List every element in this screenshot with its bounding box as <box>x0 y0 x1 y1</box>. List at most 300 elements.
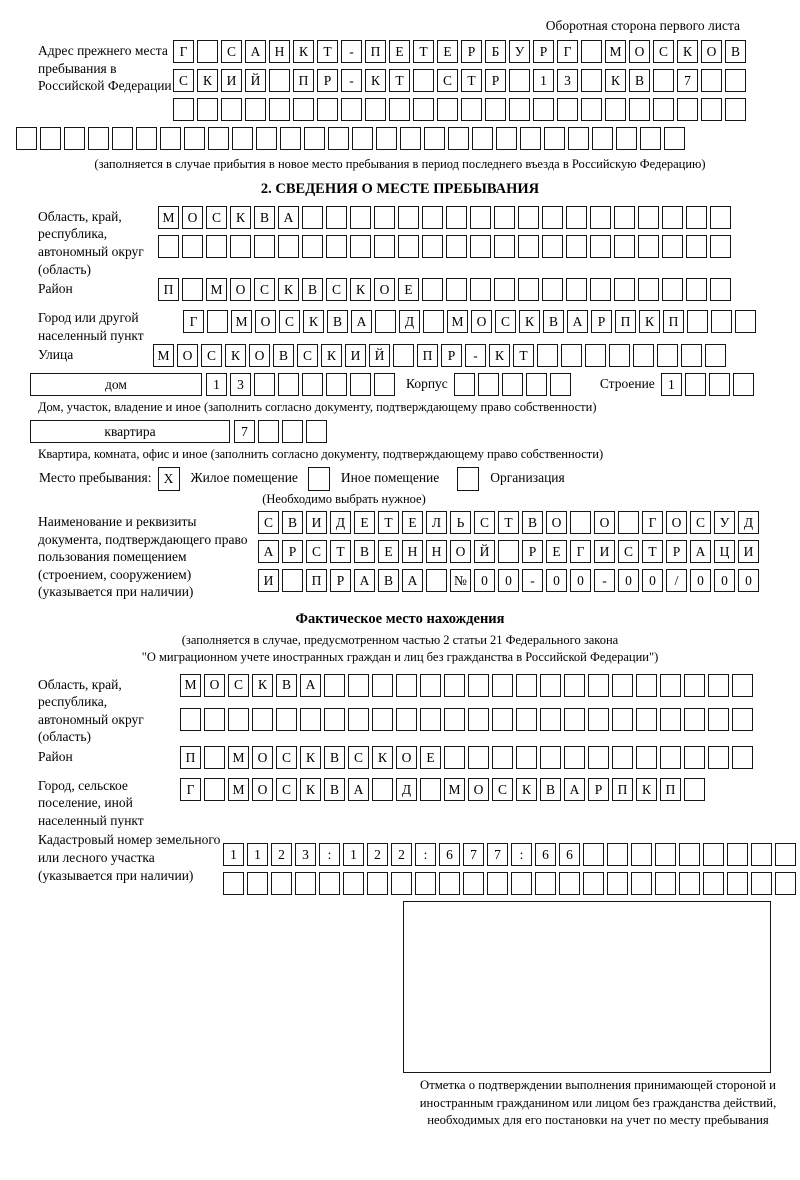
char-cell[interactable]: В <box>522 511 543 534</box>
char-cell[interactable] <box>588 674 609 697</box>
char-cell[interactable] <box>662 206 683 229</box>
char-cell[interactable] <box>775 843 796 866</box>
char-cell[interactable]: 2 <box>367 843 388 866</box>
char-cell[interactable]: : <box>319 843 340 866</box>
char-cell[interactable]: Е <box>402 511 423 534</box>
checkbox-organizatsiya[interactable] <box>457 467 479 491</box>
char-cell[interactable]: О <box>468 778 489 801</box>
char-cell[interactable] <box>708 746 729 769</box>
char-cell[interactable]: С <box>201 344 222 367</box>
char-cell[interactable] <box>710 206 731 229</box>
char-cell[interactable] <box>396 708 417 731</box>
char-cell[interactable]: К <box>372 746 393 769</box>
char-cell[interactable]: 3 <box>230 373 251 396</box>
char-cell[interactable] <box>640 127 661 150</box>
char-cell[interactable]: Г <box>642 511 663 534</box>
char-cell[interactable]: Е <box>420 746 441 769</box>
char-cell[interactable] <box>544 127 565 150</box>
char-cell[interactable]: Р <box>533 40 554 63</box>
char-cell[interactable] <box>374 373 395 396</box>
char-cell[interactable]: С <box>297 344 318 367</box>
char-cell[interactable] <box>112 127 133 150</box>
char-cell[interactable]: Р <box>591 310 612 333</box>
char-cell[interactable] <box>184 127 205 150</box>
char-cell[interactable]: Г <box>180 778 201 801</box>
char-cell[interactable] <box>375 310 396 333</box>
char-cell[interactable] <box>223 872 244 895</box>
char-cell[interactable] <box>478 373 499 396</box>
char-cell[interactable] <box>711 310 732 333</box>
char-cell[interactable]: М <box>447 310 468 333</box>
char-cell[interactable] <box>207 310 228 333</box>
char-cell[interactable]: Е <box>437 40 458 63</box>
char-cell[interactable] <box>269 98 290 121</box>
char-cell[interactable] <box>492 674 513 697</box>
char-cell[interactable] <box>653 69 674 92</box>
char-cell[interactable] <box>424 127 445 150</box>
char-cell[interactable] <box>204 746 225 769</box>
char-cell[interactable] <box>509 98 530 121</box>
char-cell[interactable]: Е <box>354 511 375 534</box>
char-cell[interactable] <box>542 235 563 258</box>
char-cell[interactable] <box>732 746 753 769</box>
char-cell[interactable]: С <box>495 310 516 333</box>
char-cell[interactable]: И <box>221 69 242 92</box>
char-cell[interactable] <box>470 206 491 229</box>
char-cell[interactable]: С <box>437 69 458 92</box>
char-cell[interactable]: М <box>231 310 252 333</box>
char-cell[interactable]: Т <box>642 540 663 563</box>
char-cell[interactable]: Г <box>173 40 194 63</box>
char-cell[interactable]: В <box>543 310 564 333</box>
char-cell[interactable]: - <box>341 69 362 92</box>
char-cell[interactable] <box>660 746 681 769</box>
char-cell[interactable] <box>655 843 676 866</box>
char-cell[interactable] <box>631 843 652 866</box>
char-cell[interactable]: - <box>465 344 486 367</box>
char-cell[interactable]: 0 <box>546 569 567 592</box>
char-cell[interactable] <box>631 872 652 895</box>
char-cell[interactable]: 6 <box>535 843 556 866</box>
char-cell[interactable]: 0 <box>618 569 639 592</box>
char-cell[interactable]: О <box>249 344 270 367</box>
char-cell[interactable]: С <box>618 540 639 563</box>
char-cell[interactable]: В <box>725 40 746 63</box>
char-cell[interactable]: О <box>666 511 687 534</box>
char-cell[interactable]: У <box>509 40 530 63</box>
char-cell[interactable] <box>581 98 602 121</box>
char-cell[interactable] <box>372 674 393 697</box>
char-cell[interactable] <box>581 40 602 63</box>
char-cell[interactable] <box>374 235 395 258</box>
char-cell[interactable]: Т <box>389 69 410 92</box>
char-cell[interactable] <box>609 344 630 367</box>
char-cell[interactable] <box>423 310 444 333</box>
char-cell[interactable]: П <box>158 278 179 301</box>
char-cell[interactable] <box>317 98 338 121</box>
char-cell[interactable]: О <box>374 278 395 301</box>
char-cell[interactable]: И <box>738 540 759 563</box>
char-cell[interactable] <box>550 373 571 396</box>
char-cell[interactable] <box>206 235 227 258</box>
char-cell[interactable]: М <box>444 778 465 801</box>
char-cell[interactable] <box>708 708 729 731</box>
char-cell[interactable] <box>180 708 201 731</box>
char-cell[interactable] <box>258 420 279 443</box>
char-cell[interactable] <box>326 373 347 396</box>
char-cell[interactable] <box>686 206 707 229</box>
char-cell[interactable] <box>494 206 515 229</box>
char-cell[interactable]: В <box>354 540 375 563</box>
char-cell[interactable]: Й <box>245 69 266 92</box>
char-cell[interactable] <box>701 98 722 121</box>
char-cell[interactable]: К <box>252 674 273 697</box>
char-cell[interactable]: С <box>276 778 297 801</box>
char-cell[interactable] <box>727 872 748 895</box>
char-cell[interactable] <box>496 127 517 150</box>
char-cell[interactable] <box>570 511 591 534</box>
char-cell[interactable] <box>221 98 242 121</box>
char-cell[interactable] <box>703 872 724 895</box>
char-cell[interactable]: 0 <box>498 569 519 592</box>
char-cell[interactable] <box>372 708 393 731</box>
char-cell[interactable] <box>618 511 639 534</box>
char-cell[interactable]: А <box>278 206 299 229</box>
char-cell[interactable] <box>487 872 508 895</box>
char-cell[interactable] <box>775 872 796 895</box>
char-cell[interactable] <box>326 206 347 229</box>
char-cell[interactable] <box>540 746 561 769</box>
char-cell[interactable] <box>280 127 301 150</box>
char-cell[interactable] <box>420 708 441 731</box>
char-cell[interactable] <box>590 206 611 229</box>
char-cell[interactable]: М <box>158 206 179 229</box>
char-cell[interactable] <box>684 778 705 801</box>
char-cell[interactable]: К <box>636 778 657 801</box>
char-cell[interactable]: 7 <box>487 843 508 866</box>
char-cell[interactable] <box>341 98 362 121</box>
char-cell[interactable]: С <box>221 40 242 63</box>
char-cell[interactable]: А <box>351 310 372 333</box>
char-cell[interactable] <box>516 746 537 769</box>
char-cell[interactable] <box>293 98 314 121</box>
char-cell[interactable] <box>391 872 412 895</box>
char-cell[interactable]: Е <box>378 540 399 563</box>
char-cell[interactable]: К <box>519 310 540 333</box>
char-cell[interactable] <box>197 98 218 121</box>
char-cell[interactable]: А <box>258 540 279 563</box>
char-cell[interactable]: К <box>677 40 698 63</box>
char-cell[interactable]: М <box>605 40 626 63</box>
char-cell[interactable]: П <box>615 310 636 333</box>
char-cell[interactable] <box>502 373 523 396</box>
char-cell[interactable] <box>607 843 628 866</box>
char-cell[interactable] <box>300 708 321 731</box>
char-cell[interactable]: О <box>255 310 276 333</box>
char-cell[interactable]: Р <box>461 40 482 63</box>
char-cell[interactable] <box>535 872 556 895</box>
char-cell[interactable]: К <box>605 69 626 92</box>
char-cell[interactable]: С <box>254 278 275 301</box>
char-cell[interactable] <box>705 344 726 367</box>
char-cell[interactable]: О <box>450 540 471 563</box>
char-cell[interactable] <box>518 235 539 258</box>
char-cell[interactable]: 7 <box>463 843 484 866</box>
char-cell[interactable]: 0 <box>570 569 591 592</box>
char-cell[interactable] <box>204 778 225 801</box>
char-cell[interactable]: 2 <box>391 843 412 866</box>
char-cell[interactable] <box>422 278 443 301</box>
char-cell[interactable] <box>660 708 681 731</box>
char-cell[interactable] <box>350 235 371 258</box>
char-cell[interactable]: К <box>489 344 510 367</box>
char-cell[interactable]: Г <box>557 40 578 63</box>
char-cell[interactable] <box>605 98 626 121</box>
char-cell[interactable] <box>376 127 397 150</box>
char-cell[interactable]: С <box>653 40 674 63</box>
char-cell[interactable] <box>393 344 414 367</box>
char-cell[interactable] <box>282 420 303 443</box>
char-cell[interactable] <box>398 206 419 229</box>
char-cell[interactable] <box>350 373 371 396</box>
char-cell[interactable] <box>588 708 609 731</box>
char-cell[interactable]: Р <box>330 569 351 592</box>
char-cell[interactable] <box>540 708 561 731</box>
char-cell[interactable] <box>686 235 707 258</box>
char-cell[interactable]: 2 <box>271 843 292 866</box>
char-cell[interactable] <box>398 235 419 258</box>
char-cell[interactable] <box>709 373 730 396</box>
char-cell[interactable] <box>88 127 109 150</box>
char-cell[interactable] <box>566 278 587 301</box>
char-cell[interactable]: 1 <box>533 69 554 92</box>
char-cell[interactable]: С <box>258 511 279 534</box>
char-cell[interactable]: В <box>254 206 275 229</box>
char-cell[interactable] <box>16 127 37 150</box>
char-cell[interactable]: Д <box>330 511 351 534</box>
char-cell[interactable] <box>679 872 700 895</box>
char-cell[interactable] <box>685 373 706 396</box>
char-cell[interactable]: К <box>197 69 218 92</box>
char-cell[interactable]: 6 <box>439 843 460 866</box>
char-cell[interactable]: С <box>326 278 347 301</box>
char-cell[interactable] <box>516 708 537 731</box>
char-cell[interactable] <box>461 98 482 121</box>
char-cell[interactable] <box>444 674 465 697</box>
char-cell[interactable]: С <box>276 746 297 769</box>
char-cell[interactable] <box>662 235 683 258</box>
char-cell[interactable] <box>590 235 611 258</box>
char-cell[interactable]: К <box>230 206 251 229</box>
char-cell[interactable] <box>657 344 678 367</box>
char-cell[interactable] <box>302 373 323 396</box>
char-cell[interactable] <box>160 127 181 150</box>
char-cell[interactable] <box>374 206 395 229</box>
char-cell[interactable]: П <box>612 778 633 801</box>
char-cell[interactable]: О <box>546 511 567 534</box>
char-cell[interactable]: : <box>415 843 436 866</box>
char-cell[interactable]: О <box>182 206 203 229</box>
char-cell[interactable] <box>182 235 203 258</box>
char-cell[interactable] <box>701 69 722 92</box>
char-cell[interactable] <box>494 235 515 258</box>
char-cell[interactable] <box>247 872 268 895</box>
char-cell[interactable] <box>681 344 702 367</box>
char-cell[interactable] <box>662 278 683 301</box>
char-cell[interactable]: - <box>522 569 543 592</box>
char-cell[interactable]: Р <box>588 778 609 801</box>
char-cell[interactable] <box>633 344 654 367</box>
char-cell[interactable] <box>282 569 303 592</box>
char-cell[interactable] <box>158 235 179 258</box>
char-cell[interactable]: Ь <box>450 511 471 534</box>
char-cell[interactable] <box>422 206 443 229</box>
char-cell[interactable]: И <box>306 511 327 534</box>
char-cell[interactable]: Й <box>369 344 390 367</box>
char-cell[interactable] <box>365 98 386 121</box>
char-cell[interactable] <box>638 206 659 229</box>
char-cell[interactable]: П <box>180 746 201 769</box>
char-cell[interactable]: 0 <box>738 569 759 592</box>
char-cell[interactable] <box>684 708 705 731</box>
char-cell[interactable]: 3 <box>295 843 316 866</box>
char-cell[interactable]: А <box>300 674 321 697</box>
char-cell[interactable]: П <box>293 69 314 92</box>
char-cell[interactable]: М <box>206 278 227 301</box>
char-cell[interactable] <box>708 674 729 697</box>
char-cell[interactable] <box>612 746 633 769</box>
char-cell[interactable]: 1 <box>661 373 682 396</box>
char-cell[interactable]: В <box>540 778 561 801</box>
char-cell[interactable] <box>446 278 467 301</box>
char-cell[interactable] <box>352 127 373 150</box>
char-cell[interactable]: Т <box>378 511 399 534</box>
char-cell[interactable] <box>463 872 484 895</box>
char-cell[interactable]: Т <box>513 344 534 367</box>
char-cell[interactable]: С <box>206 206 227 229</box>
char-cell[interactable]: Т <box>330 540 351 563</box>
char-cell[interactable]: В <box>378 569 399 592</box>
char-cell[interactable] <box>454 373 475 396</box>
char-cell[interactable] <box>367 872 388 895</box>
char-cell[interactable]: Р <box>441 344 462 367</box>
char-cell[interactable] <box>540 674 561 697</box>
char-cell[interactable] <box>710 235 731 258</box>
char-cell[interactable] <box>509 69 530 92</box>
char-cell[interactable]: М <box>228 746 249 769</box>
char-cell[interactable] <box>468 708 489 731</box>
char-cell[interactable] <box>492 746 513 769</box>
char-cell[interactable] <box>204 708 225 731</box>
char-cell[interactable] <box>472 127 493 150</box>
char-cell[interactable]: 1 <box>343 843 364 866</box>
char-cell[interactable] <box>328 127 349 150</box>
char-cell[interactable] <box>444 746 465 769</box>
char-cell[interactable] <box>557 98 578 121</box>
char-cell[interactable] <box>612 708 633 731</box>
char-cell[interactable] <box>278 235 299 258</box>
char-cell[interactable] <box>324 674 345 697</box>
char-cell[interactable] <box>254 235 275 258</box>
char-cell[interactable] <box>679 843 700 866</box>
char-cell[interactable] <box>448 127 469 150</box>
char-cell[interactable] <box>197 40 218 63</box>
char-cell[interactable]: А <box>402 569 423 592</box>
char-cell[interactable] <box>422 235 443 258</box>
char-cell[interactable] <box>232 127 253 150</box>
char-cell[interactable]: О <box>396 746 417 769</box>
char-cell[interactable]: О <box>252 778 273 801</box>
char-cell[interactable] <box>561 344 582 367</box>
char-cell[interactable] <box>228 708 249 731</box>
char-cell[interactable] <box>636 708 657 731</box>
char-cell[interactable] <box>511 872 532 895</box>
char-cell[interactable] <box>590 278 611 301</box>
char-cell[interactable] <box>566 206 587 229</box>
char-cell[interactable] <box>324 708 345 731</box>
char-cell[interactable] <box>542 206 563 229</box>
char-cell[interactable]: 3 <box>557 69 578 92</box>
char-cell[interactable] <box>653 98 674 121</box>
char-cell[interactable] <box>614 206 635 229</box>
char-cell[interactable]: Ц <box>714 540 735 563</box>
char-cell[interactable]: : <box>511 843 532 866</box>
char-cell[interactable]: В <box>324 778 345 801</box>
char-cell[interactable] <box>40 127 61 150</box>
char-cell[interactable]: В <box>282 511 303 534</box>
char-cell[interactable] <box>492 708 513 731</box>
char-cell[interactable]: А <box>245 40 266 63</box>
char-cell[interactable]: А <box>690 540 711 563</box>
char-cell[interactable]: С <box>173 69 194 92</box>
char-cell[interactable] <box>612 674 633 697</box>
char-cell[interactable] <box>173 98 194 121</box>
char-cell[interactable]: М <box>153 344 174 367</box>
char-cell[interactable] <box>588 746 609 769</box>
char-cell[interactable] <box>420 674 441 697</box>
char-cell[interactable]: К <box>278 278 299 301</box>
char-cell[interactable]: 1 <box>206 373 227 396</box>
char-cell[interactable] <box>629 98 650 121</box>
char-cell[interactable] <box>278 373 299 396</box>
char-cell[interactable]: Е <box>546 540 567 563</box>
char-cell[interactable] <box>710 278 731 301</box>
char-cell[interactable] <box>182 278 203 301</box>
char-cell[interactable] <box>614 278 635 301</box>
char-cell[interactable] <box>348 708 369 731</box>
char-cell[interactable] <box>725 69 746 92</box>
char-cell[interactable]: В <box>629 69 650 92</box>
char-cell[interactable]: № <box>450 569 471 592</box>
char-cell[interactable]: А <box>567 310 588 333</box>
char-cell[interactable]: О <box>629 40 650 63</box>
char-cell[interactable] <box>468 674 489 697</box>
char-cell[interactable] <box>638 235 659 258</box>
char-cell[interactable]: М <box>180 674 201 697</box>
char-cell[interactable]: К <box>225 344 246 367</box>
char-cell[interactable] <box>677 98 698 121</box>
char-cell[interactable]: С <box>492 778 513 801</box>
char-cell[interactable]: В <box>273 344 294 367</box>
char-cell[interactable] <box>583 872 604 895</box>
char-cell[interactable]: А <box>564 778 585 801</box>
char-cell[interactable] <box>415 872 436 895</box>
char-cell[interactable]: 0 <box>714 569 735 592</box>
char-cell[interactable] <box>426 569 447 592</box>
char-cell[interactable] <box>348 674 369 697</box>
char-cell[interactable] <box>751 872 772 895</box>
char-cell[interactable]: И <box>594 540 615 563</box>
